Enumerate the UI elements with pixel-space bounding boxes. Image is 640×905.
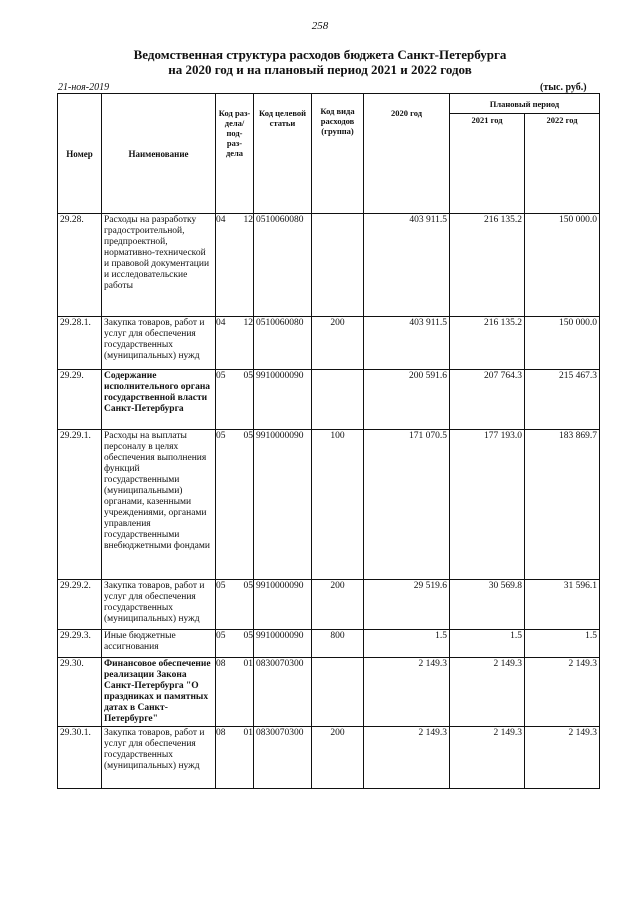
table-row bbox=[58, 317, 600, 370]
row-target-code: 9910000090 bbox=[254, 430, 312, 580]
row-amount-2021: 216 135.2 bbox=[450, 214, 525, 317]
document-date: 21-ноя-2019 bbox=[58, 82, 110, 93]
page-title bbox=[0, 47, 640, 77]
row-amount-2020: 29 519.6 bbox=[364, 580, 450, 630]
row-amount-2021: 30 569.8 bbox=[450, 580, 525, 630]
row-number: 29.29.1. bbox=[58, 430, 102, 580]
units-label: (тыс. руб.) bbox=[540, 82, 587, 93]
row-amount-2022: 1.5 bbox=[525, 630, 600, 658]
row-vid-code bbox=[312, 658, 364, 727]
row-podrazdel-code: 01 bbox=[243, 728, 253, 738]
row-name: Закупка товаров, работ и услуг для обеспечения государственных (муниципальных) нужд bbox=[102, 317, 216, 370]
row-razdel bbox=[216, 214, 254, 317]
row-vid-code: 200 bbox=[312, 727, 364, 789]
row-amount-2022: 2 149.3 bbox=[525, 727, 600, 789]
row-razdel-code: 04 bbox=[216, 215, 226, 225]
row-amount-2021: 216 135.2 bbox=[450, 317, 525, 370]
row-podrazdel-code: 12 bbox=[243, 318, 253, 328]
row-razdel bbox=[216, 317, 254, 370]
row-amount-2020: 403 911.5 bbox=[364, 317, 450, 370]
row-razdel-code: 05 bbox=[216, 431, 226, 441]
header-number: Номер bbox=[58, 94, 102, 214]
page-number: 258 bbox=[311, 20, 329, 32]
row-razdel bbox=[216, 658, 254, 727]
title-line-2: на 2020 год и на плановый период 2021 и 2022 годов bbox=[168, 62, 472, 77]
table-row bbox=[58, 580, 600, 630]
row-vid-code: 100 bbox=[312, 430, 364, 580]
row-razdel bbox=[216, 580, 254, 630]
row-amount-2022: 31 596.1 bbox=[525, 580, 600, 630]
row-amount-2020: 171 070.5 bbox=[364, 430, 450, 580]
row-number: 29.30. bbox=[58, 658, 102, 727]
table-row bbox=[58, 630, 600, 658]
row-podrazdel-code: 05 bbox=[243, 431, 253, 441]
row-razdel-code: 05 bbox=[216, 581, 226, 591]
row-amount-2020: 200 591.6 bbox=[364, 370, 450, 430]
header-plan-period: Плановый период bbox=[450, 94, 600, 114]
row-podrazdel-code: 05 bbox=[243, 371, 253, 381]
row-vid-code: 200 bbox=[312, 580, 364, 630]
row-number: 29.29.3. bbox=[58, 630, 102, 658]
header-name: Наименование bbox=[102, 94, 216, 214]
table-row bbox=[58, 658, 600, 727]
row-amount-2020: 2 149.3 bbox=[364, 658, 450, 727]
row-podrazdel-code: 12 bbox=[243, 215, 253, 225]
row-podrazdel-code: 01 bbox=[243, 659, 253, 669]
row-number: 29.29.2. bbox=[58, 580, 102, 630]
row-target-code: 0830070300 bbox=[254, 727, 312, 789]
row-razdel-code: 05 bbox=[216, 371, 226, 381]
table-row bbox=[58, 370, 600, 430]
row-name: Расходы на выплаты персоналу в целях обеспечения выполнения функций государственными (муниципальными) органами, казенными учреждениями, органами управления государственными внебюджетными фондами bbox=[102, 430, 216, 580]
row-amount-2022: 150 000.0 bbox=[525, 214, 600, 317]
row-podrazdel-code: 05 bbox=[243, 631, 253, 641]
row-target-code: 0510060080 bbox=[254, 317, 312, 370]
row-name: Финансовое обеспечение реализации Закона Санкт-Петербурга "О праздниках и памятных датах в Санкт-Петербурге" bbox=[102, 658, 216, 727]
row-amount-2021: 207 764.3 bbox=[450, 370, 525, 430]
row-amount-2020: 1.5 bbox=[364, 630, 450, 658]
row-name: Содержание исполнительного органа государственной власти Санкт-Петербурга bbox=[102, 370, 216, 430]
header-2021: 2021 год bbox=[450, 114, 525, 214]
row-razdel-code: 08 bbox=[216, 659, 226, 669]
row-razdel-code: 05 bbox=[216, 631, 226, 641]
row-podrazdel-code: 05 bbox=[243, 581, 253, 591]
row-number: 29.29. bbox=[58, 370, 102, 430]
row-target-code: 9910000090 bbox=[254, 370, 312, 430]
row-amount-2022: 215 467.3 bbox=[525, 370, 600, 430]
row-amount-2020: 403 911.5 bbox=[364, 214, 450, 317]
row-razdel bbox=[216, 430, 254, 580]
row-amount-2022: 2 149.3 bbox=[525, 658, 600, 727]
budget-table bbox=[57, 93, 600, 789]
header-target: Код целевой статьи bbox=[254, 94, 312, 214]
row-name: Закупка товаров, работ и услуг для обеспечения государственных (муниципальных) нужд bbox=[102, 727, 216, 789]
table-row bbox=[58, 727, 600, 789]
row-number: 29.30.1. bbox=[58, 727, 102, 789]
row-razdel bbox=[216, 630, 254, 658]
row-name: Иные бюджетные ассигнования bbox=[102, 630, 216, 658]
row-amount-2021: 177 193.0 bbox=[450, 430, 525, 580]
row-target-code: 0830070300 bbox=[254, 658, 312, 727]
row-vid-code bbox=[312, 214, 364, 317]
row-vid-code: 800 bbox=[312, 630, 364, 658]
row-name: Закупка товаров, работ и услуг для обеспечения государственных (муниципальных) нужд bbox=[102, 580, 216, 630]
row-target-code: 9910000090 bbox=[254, 630, 312, 658]
title-line-1: Ведомственная структура расходов бюджета Санкт-Петербурга bbox=[133, 47, 507, 62]
table-row bbox=[58, 214, 600, 317]
row-vid-code bbox=[312, 370, 364, 430]
header-razdel: Код раз- дела/ под- раз- дела bbox=[216, 94, 254, 214]
header-2020: 2020 год bbox=[364, 94, 450, 214]
row-vid-code: 200 bbox=[312, 317, 364, 370]
header-vid: Код вида расходов (группа) bbox=[312, 94, 364, 214]
row-amount-2021: 2 149.3 bbox=[450, 658, 525, 727]
row-number: 29.28. bbox=[58, 214, 102, 317]
row-razdel-code: 04 bbox=[216, 318, 226, 328]
row-amount-2021: 2 149.3 bbox=[450, 727, 525, 789]
header-2022: 2022 год bbox=[525, 114, 600, 214]
table-row bbox=[58, 430, 600, 580]
row-number: 29.28.1. bbox=[58, 317, 102, 370]
row-amount-2022: 150 000.0 bbox=[525, 317, 600, 370]
row-target-code: 0510060080 bbox=[254, 214, 312, 317]
row-amount-2022: 183 869.7 bbox=[525, 430, 600, 580]
row-amount-2020: 2 149.3 bbox=[364, 727, 450, 789]
row-amount-2021: 1.5 bbox=[450, 630, 525, 658]
row-name: Расходы на разработку градостроительной, предпроектной, нормативно-технической и правовой документации и исследовательские работы bbox=[102, 214, 216, 317]
row-razdel bbox=[216, 370, 254, 430]
row-razdel-code: 08 bbox=[216, 728, 226, 738]
row-target-code: 9910000090 bbox=[254, 580, 312, 630]
row-razdel bbox=[216, 727, 254, 789]
